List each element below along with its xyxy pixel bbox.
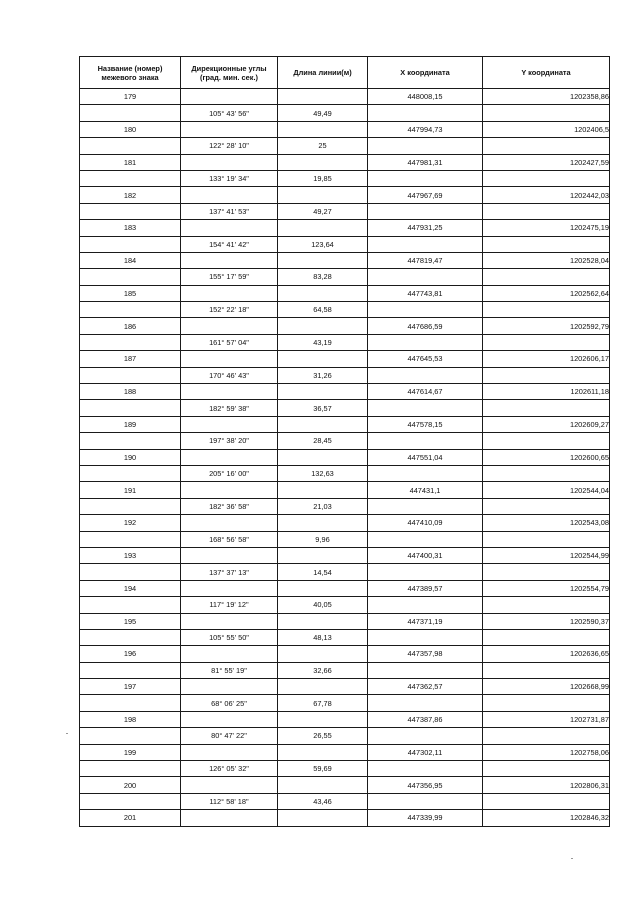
name-cell-empty [80,498,181,514]
direction-angle: 105° 55' 50" [181,629,278,645]
point-row [80,89,610,105]
point-row [80,220,610,236]
direction-angle: 155° 17' 59" [181,269,278,285]
point-row [80,646,610,662]
x-cell-empty [368,793,483,809]
line-length: 48,13 [278,629,368,645]
angle-cell-empty [181,679,278,695]
line-length: 132,63 [278,465,368,481]
angle-cell-empty [181,449,278,465]
direction-angle: 80° 47' 22" [181,728,278,744]
x-coordinate: 447357,98 [368,646,483,662]
point-name: 188 [80,384,181,400]
line-length: 36,57 [278,400,368,416]
name-cell-empty [80,629,181,645]
x-cell-empty [368,138,483,154]
angle-cell-empty [181,580,278,596]
length-cell-empty [278,547,368,563]
angle-cell-empty [181,187,278,203]
name-cell-empty [80,203,181,219]
segment-row [80,236,610,252]
point-row [80,121,610,137]
x-coordinate: 447371,19 [368,613,483,629]
name-cell-empty [80,564,181,580]
x-coordinate: 447356,95 [368,777,483,793]
point-row [80,547,610,563]
segment-row [80,203,610,219]
line-length: 59,69 [278,761,368,777]
y-coordinate: 1202406,5 [483,121,610,137]
angle-cell-empty [181,318,278,334]
x-cell-empty [368,498,483,514]
point-name: 186 [80,318,181,334]
y-coordinate: 1202636,65 [483,646,610,662]
line-length: 14,54 [278,564,368,580]
y-cell-empty [483,728,610,744]
x-cell-empty [368,203,483,219]
length-cell-empty [278,646,368,662]
point-row [80,679,610,695]
x-coordinate: 447614,67 [368,384,483,400]
x-coordinate: 447387,86 [368,711,483,727]
point-row [80,744,610,760]
x-cell-empty [368,728,483,744]
segment-row [80,334,610,350]
segment-row [80,793,610,809]
point-row [80,711,610,727]
segment-row [80,498,610,514]
x-cell-empty [368,531,483,547]
line-length: 9,96 [278,531,368,547]
point-row [80,613,610,629]
name-cell-empty [80,367,181,383]
name-cell-empty [80,531,181,547]
point-row [80,416,610,432]
y-coordinate: 1202846,32 [483,810,610,826]
name-cell-empty [80,302,181,318]
name-cell-empty [80,793,181,809]
y-coordinate: 1202358,86 [483,89,610,105]
length-cell-empty [278,449,368,465]
x-cell-empty [368,629,483,645]
x-coordinate: 447551,04 [368,449,483,465]
length-cell-empty [278,679,368,695]
y-cell-empty [483,269,610,285]
point-name: 189 [80,416,181,432]
point-row [80,482,610,498]
angle-cell-empty [181,613,278,629]
name-cell-empty [80,433,181,449]
y-coordinate: 1202668,99 [483,679,610,695]
segment-row [80,269,610,285]
x-cell-empty [368,269,483,285]
segment-row [80,728,610,744]
x-coordinate: 447302,11 [368,744,483,760]
point-row [80,351,610,367]
name-cell-empty [80,761,181,777]
y-coordinate: 1202475,19 [483,220,610,236]
name-cell-empty [80,695,181,711]
line-length: 123,64 [278,236,368,252]
length-cell-empty [278,121,368,137]
x-coordinate: 447410,09 [368,515,483,531]
direction-angle: 137° 37' 13" [181,564,278,580]
x-cell-empty [368,367,483,383]
y-cell-empty [483,564,610,580]
x-cell-empty [368,170,483,186]
angle-cell-empty [181,777,278,793]
point-row [80,187,610,203]
line-length: 21,03 [278,498,368,514]
y-cell-empty [483,662,610,678]
point-name: 200 [80,777,181,793]
point-name: 183 [80,220,181,236]
y-coordinate: 1202600,65 [483,449,610,465]
angle-cell-empty [181,711,278,727]
coordinates-table [79,56,610,827]
direction-angle: 68° 06' 25" [181,695,278,711]
length-cell-empty [278,187,368,203]
x-coordinate: 447645,53 [368,351,483,367]
length-cell-empty [278,252,368,268]
y-cell-empty [483,170,610,186]
x-cell-empty [368,400,483,416]
point-row [80,580,610,596]
line-length: 49,27 [278,203,368,219]
angle-cell-empty [181,121,278,137]
point-name: 179 [80,89,181,105]
x-coordinate: 447686,59 [368,318,483,334]
length-cell-empty [278,777,368,793]
direction-angle: 170° 46' 43" [181,367,278,383]
length-cell-empty [278,416,368,432]
segment-row [80,695,610,711]
x-cell-empty [368,695,483,711]
length-cell-empty [278,384,368,400]
line-length: 31,26 [278,367,368,383]
line-length: 32,66 [278,662,368,678]
direction-angle: 112° 58' 18" [181,793,278,809]
x-cell-empty [368,236,483,252]
y-cell-empty [483,793,610,809]
angle-cell-empty [181,351,278,367]
y-coordinate: 1202427,59 [483,154,610,170]
line-length: 26,55 [278,728,368,744]
angle-cell-empty [181,547,278,563]
length-cell-empty [278,515,368,531]
segment-row [80,564,610,580]
direction-angle: 205° 16' 00" [181,465,278,481]
length-cell-empty [278,744,368,760]
direction-angle: 133° 19' 34" [181,170,278,186]
point-name: 185 [80,285,181,301]
y-cell-empty [483,761,610,777]
x-cell-empty [368,597,483,613]
line-length: 43,19 [278,334,368,350]
point-name: 191 [80,482,181,498]
point-row [80,318,610,334]
point-name: 199 [80,744,181,760]
y-coordinate: 1202543,08 [483,515,610,531]
point-name: 194 [80,580,181,596]
header-x: X координата [368,57,483,89]
y-coordinate: 1202562,64 [483,285,610,301]
x-coordinate: 448008,15 [368,89,483,105]
point-name: 196 [80,646,181,662]
point-name: 182 [80,187,181,203]
x-cell-empty [368,761,483,777]
point-name: 180 [80,121,181,137]
y-coordinate: 1202606,17 [483,351,610,367]
length-cell-empty [278,220,368,236]
y-coordinate: 1202544,99 [483,547,610,563]
x-coordinate: 447339,99 [368,810,483,826]
angle-cell-empty [181,646,278,662]
y-coordinate: 1202609,27 [483,416,610,432]
x-cell-empty [368,105,483,121]
point-row [80,449,610,465]
name-cell-empty [80,236,181,252]
angle-cell-empty [181,810,278,826]
x-coordinate: 447967,69 [368,187,483,203]
x-coordinate: 447400,31 [368,547,483,563]
y-cell-empty [483,695,610,711]
x-cell-empty [368,334,483,350]
angle-cell-empty [181,154,278,170]
name-cell-empty [80,334,181,350]
table-body [80,89,610,827]
scan-speck [66,733,68,734]
point-name: 192 [80,515,181,531]
segment-row [80,597,610,613]
length-cell-empty [278,89,368,105]
line-length: 28,45 [278,433,368,449]
name-cell-empty [80,400,181,416]
x-coordinate: 447431,1 [368,482,483,498]
x-cell-empty [368,564,483,580]
segment-row [80,761,610,777]
length-cell-empty [278,482,368,498]
line-length: 43,46 [278,793,368,809]
direction-angle: 117° 19' 12" [181,597,278,613]
length-cell-empty [278,613,368,629]
point-row [80,777,610,793]
segment-row [80,531,610,547]
y-cell-empty [483,105,610,121]
angle-cell-empty [181,482,278,498]
y-coordinate: 1202758,06 [483,744,610,760]
segment-row [80,433,610,449]
x-cell-empty [368,662,483,678]
y-cell-empty [483,531,610,547]
y-coordinate: 1202544,04 [483,482,610,498]
header-length: Длина линии(м) [278,57,368,89]
scan-speck [571,858,573,859]
segment-row [80,170,610,186]
angle-cell-empty [181,384,278,400]
segment-row [80,138,610,154]
direction-angle: 105° 43' 56" [181,105,278,121]
angle-cell-empty [181,285,278,301]
y-cell-empty [483,433,610,449]
segment-row [80,105,610,121]
direction-angle: 126° 05' 32" [181,761,278,777]
point-name: 201 [80,810,181,826]
length-cell-empty [278,318,368,334]
line-length: 83,28 [278,269,368,285]
direction-angle: 122° 28' 10" [181,138,278,154]
angle-cell-empty [181,89,278,105]
direction-angle: 168° 56' 58" [181,531,278,547]
segment-row [80,400,610,416]
header-y: Y координата [483,57,610,89]
y-cell-empty [483,498,610,514]
direction-angle: 81° 55' 19" [181,662,278,678]
point-name: 181 [80,154,181,170]
length-cell-empty [278,580,368,596]
line-length: 25 [278,138,368,154]
name-cell-empty [80,170,181,186]
segment-row [80,465,610,481]
x-coordinate: 447743,81 [368,285,483,301]
line-length: 19,85 [278,170,368,186]
y-cell-empty [483,629,610,645]
y-coordinate: 1202611,18 [483,384,610,400]
y-cell-empty [483,302,610,318]
direction-angle: 161° 57' 04" [181,334,278,350]
segment-row [80,302,610,318]
point-name: 187 [80,351,181,367]
point-name: 195 [80,613,181,629]
y-coordinate: 1202806,31 [483,777,610,793]
line-length: 67,78 [278,695,368,711]
y-coordinate: 1202528,04 [483,252,610,268]
x-coordinate: 447578,15 [368,416,483,432]
name-cell-empty [80,105,181,121]
name-cell-empty [80,269,181,285]
y-cell-empty [483,138,610,154]
point-name: 197 [80,679,181,695]
header-angle: Дирекционные углы (град. мин. сек.) [181,57,278,89]
name-cell-empty [80,465,181,481]
point-row [80,285,610,301]
segment-row [80,629,610,645]
length-cell-empty [278,285,368,301]
x-coordinate: 447362,57 [368,679,483,695]
y-cell-empty [483,334,610,350]
segment-row [80,367,610,383]
direction-angle: 197° 38' 20" [181,433,278,449]
angle-cell-empty [181,515,278,531]
direction-angle: 154° 41' 42" [181,236,278,252]
x-cell-empty [368,302,483,318]
line-length: 64,58 [278,302,368,318]
y-coordinate: 1202442,03 [483,187,610,203]
point-name: 193 [80,547,181,563]
y-coordinate: 1202731,87 [483,711,610,727]
header-name: Название (номер) межевого знака [80,57,181,89]
x-cell-empty [368,433,483,449]
y-cell-empty [483,465,610,481]
x-coordinate: 447931,25 [368,220,483,236]
length-cell-empty [278,154,368,170]
angle-cell-empty [181,416,278,432]
y-cell-empty [483,367,610,383]
table-header-row [80,57,610,89]
x-coordinate: 447994,73 [368,121,483,137]
y-cell-empty [483,203,610,219]
direction-angle: 152° 22' 18" [181,302,278,318]
point-row [80,810,610,826]
name-cell-empty [80,597,181,613]
x-coordinate: 447819,47 [368,252,483,268]
y-cell-empty [483,597,610,613]
point-name: 184 [80,252,181,268]
length-cell-empty [278,711,368,727]
length-cell-empty [278,351,368,367]
direction-angle: 137° 41' 53" [181,203,278,219]
length-cell-empty [278,810,368,826]
angle-cell-empty [181,744,278,760]
name-cell-empty [80,728,181,744]
name-cell-empty [80,138,181,154]
point-name: 190 [80,449,181,465]
line-length: 49,49 [278,105,368,121]
y-cell-empty [483,236,610,252]
point-row [80,252,610,268]
x-cell-empty [368,465,483,481]
point-name: 198 [80,711,181,727]
x-coordinate: 447389,57 [368,580,483,596]
y-coordinate: 1202592,79 [483,318,610,334]
segment-row [80,662,610,678]
point-row [80,154,610,170]
direction-angle: 182° 59' 38" [181,400,278,416]
y-cell-empty [483,400,610,416]
y-coordinate: 1202590,37 [483,613,610,629]
angle-cell-empty [181,220,278,236]
angle-cell-empty [181,252,278,268]
point-row [80,515,610,531]
y-coordinate: 1202554,79 [483,580,610,596]
point-row [80,384,610,400]
line-length: 40,05 [278,597,368,613]
name-cell-empty [80,662,181,678]
direction-angle: 182° 36' 58" [181,498,278,514]
x-coordinate: 447981,31 [368,154,483,170]
